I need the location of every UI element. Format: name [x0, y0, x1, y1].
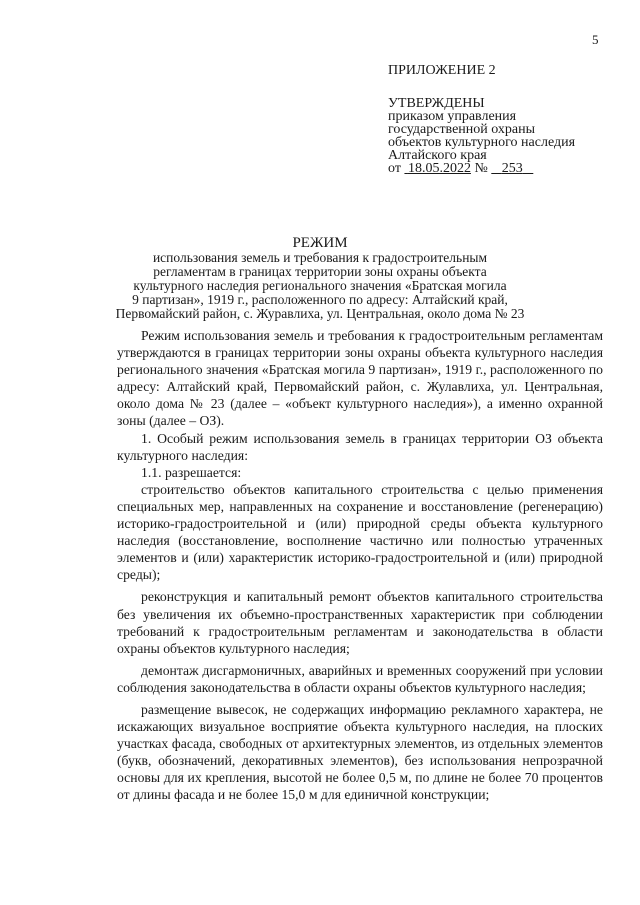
number-sign: № [474, 161, 488, 176]
document-body [117, 327, 603, 804]
approval-date: 18.05.2022 [407, 161, 471, 176]
paragraph: 1. Особый режим использования земель в границах территории ОЗ объекта культурного наследия: [117, 430, 603, 463]
appendix-label: ПРИЛОЖЕНИЕ 2 [388, 63, 496, 78]
paragraph: демонтаж дисгармоничных, аварийных и временных сооружений при условии соблюдения законодательства в области охраны объектов культурного наследия; [117, 662, 603, 695]
paragraph: строительство объектов капитального строительства с целью применения специальных мер, направленных на сохранение и восстановление (регенерацию) историко-градостроительной и (или) природной среды объекта культурного наследия (восстановление, восполнение частично или полностью утраченных элементов и (или) характеристик историко-градостроительной и (или) природной среды); [117, 481, 603, 583]
approval-line: Алтайского края [388, 148, 487, 163]
date-prefix: от [388, 161, 401, 176]
paragraph: Режим использования земель и требования к градостроительным регламентам утверждаются в границах территории зоны охраны объекта культурного наследия регионального значения «Братская могила 9 партизан», 1919 г., расположенного по адресу: Алтайский край, Первомайский район, с. Жулавлиха, ул. Центральная, около дома № 23 (далее – «объект культурного наследия»), а именно охранной зоны (далее – ОЗ). [117, 328, 603, 429]
approval-line: приказом управления [388, 109, 517, 124]
approval-status: УТВЕРЖДЕНЫ [388, 96, 485, 111]
approval-date-line [388, 162, 575, 175]
approval-number: 253 [501, 161, 523, 176]
paragraph: размещение вывесок, не содержащих информацию рекламного характера, не искажающих визуальное восприятие объекта культурного наследия, на плоских участках фасада, свободных от архитектурных элементов, из отдельных элементов (букв, обозначений, декоративных элементов), без использования непрозрачной основы для их крепления, высотой не более 0,5 м, по длине не более 70 процентов от длины фасада и не более 15,0 м для единичной конструкции; [117, 701, 603, 803]
title-line: использования земель и требования к градостроительным [152, 250, 488, 265]
approval-line: объектов культурного наследия [388, 135, 576, 150]
title-main: РЕЖИМ [292, 235, 348, 251]
document-title [100, 236, 540, 321]
title-line: Первомайский район, с. Журавлиха, ул. Центральная, около дома № 23 [115, 306, 525, 321]
paragraph: 1.1. разрешается: [141, 464, 242, 480]
title-line: регламентам в границах территории зоны охраны объекта [153, 264, 487, 279]
title-line: 9 партизан», 1919 г., расположенного по адресу: Алтайский край, [132, 292, 508, 307]
page-number: 5 [592, 32, 599, 47]
approval-line: государственной охраны [388, 122, 536, 137]
approval-block [388, 64, 575, 175]
title-line: культурного наследия регионального значения «Братская могила [133, 278, 507, 293]
paragraph: реконструкция и капитальный ремонт объектов капитального строительства без увеличения их объемно-пространственных характеристик при соблюдении требований к градостроительным регламентам и законодательства в области охраны объектов культурного наследия; [117, 589, 603, 656]
